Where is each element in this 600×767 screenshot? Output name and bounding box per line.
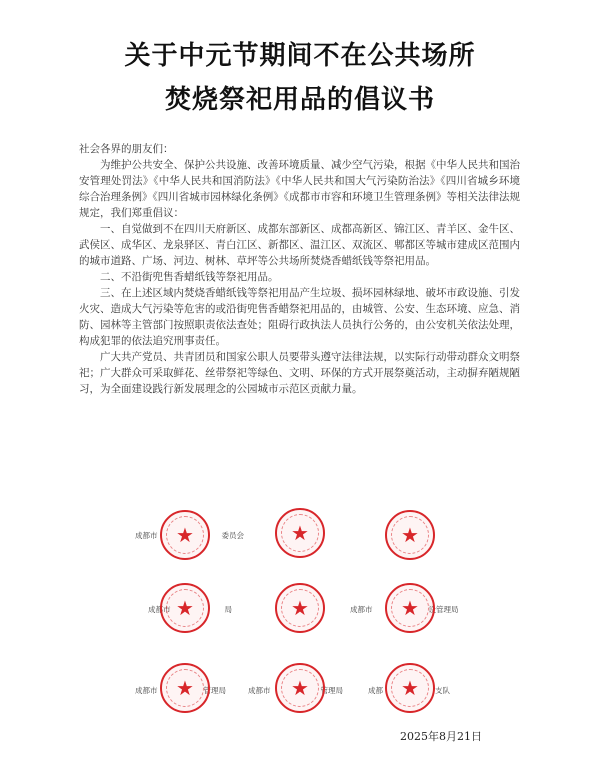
paragraph-item-1: 一、自觉做到不在四川天府新区、成都东部新区、成都高新区、锦江区、青羊区、金牛区、武侯区、成华区、龙泉驿区、青白江区、新都区、温江区、双流区、郫都区等城市建成区范围内的城市道路、广场、河边、树林、草坪等公共场所焚烧香蜡纸钱等祭祀用品。 [79,223,520,267]
title-line-2: 焚烧祭祀用品的倡议书 [164,85,435,115]
official-seal [275,583,325,633]
official-seal [385,583,435,633]
org-label-7: 成都市 管理局 [135,686,226,695]
paragraph-item-2: 二、不沿街兜售香蜡纸钱等祭祀用品。 [100,271,279,283]
title-line-1: 关于中元节期间不在公共场所 [124,41,476,71]
star-icon: ★ [176,596,194,620]
star-icon: ★ [291,676,309,700]
salutation: 社会各界的朋友们： [79,143,174,155]
official-seal [160,663,210,713]
paragraph-item-3: 三、在上述区域内焚烧香蜡纸钱等祭祀用品产生垃圾、损坏园林绿地、破坏市政设施、引发火灾、造成大气污染等危害的或沿街兜售香蜡祭祀用品的，由城管、公安、生态环境、应急、消防、园林等主管部门按照职责依法查处；阻碍行政执法人员执行公务的，由公安机关依法处理，构成犯罪的依法追究刑事责任。 [79,287,520,347]
org-label-8: 成都市 管理局 [248,686,343,695]
official-seal [275,508,325,558]
star-icon: ★ [401,523,419,547]
org-label-4: 成都市 局 [148,605,232,614]
paragraph-closing: 广大共产党员、共青团员和国家公职人员要带头遵守法律法规，以实际行动带动群众文明祭祀；广大群众可采取鲜花、丝带祭祀等绿色、文明、环保的方式开展祭奠活动，主动摒弃陋规陋习，为全面建设践行新发展理念的公园城市示范区贡献力量。 [79,351,520,395]
org-label-1: 成都市 委员会 [135,531,244,540]
official-seal [275,663,325,713]
star-icon: ★ [401,676,419,700]
star-icon: ★ [291,521,309,545]
official-seal [385,510,435,560]
star-icon: ★ [401,596,419,620]
document-body [79,141,520,397]
official-seal [160,583,210,633]
org-label-6: 成都市 设管理局 [350,605,459,614]
org-label-9: 成都 支队 [368,686,450,695]
issue-date: 2025年8月21日 [400,730,482,743]
official-seal [385,663,435,713]
star-icon: ★ [291,596,309,620]
paragraph-intro: 为维护公共安全、保护公共设施、改善环境质量、减少空气污染，根据《中华人民共和国治安管理处罚法》《中华人民共和国消防法》《中华人民共和国大气污染防治法》《四川省城乡环境综合治理条例》《四川省城市园林绿化条例》《成都市市容和环境卫生管理条例》等相关法律法规规定，我们郑重倡议： [79,159,520,219]
star-icon: ★ [176,676,194,700]
star-icon: ★ [176,523,194,547]
official-seal [160,510,210,560]
document-title [0,34,600,122]
